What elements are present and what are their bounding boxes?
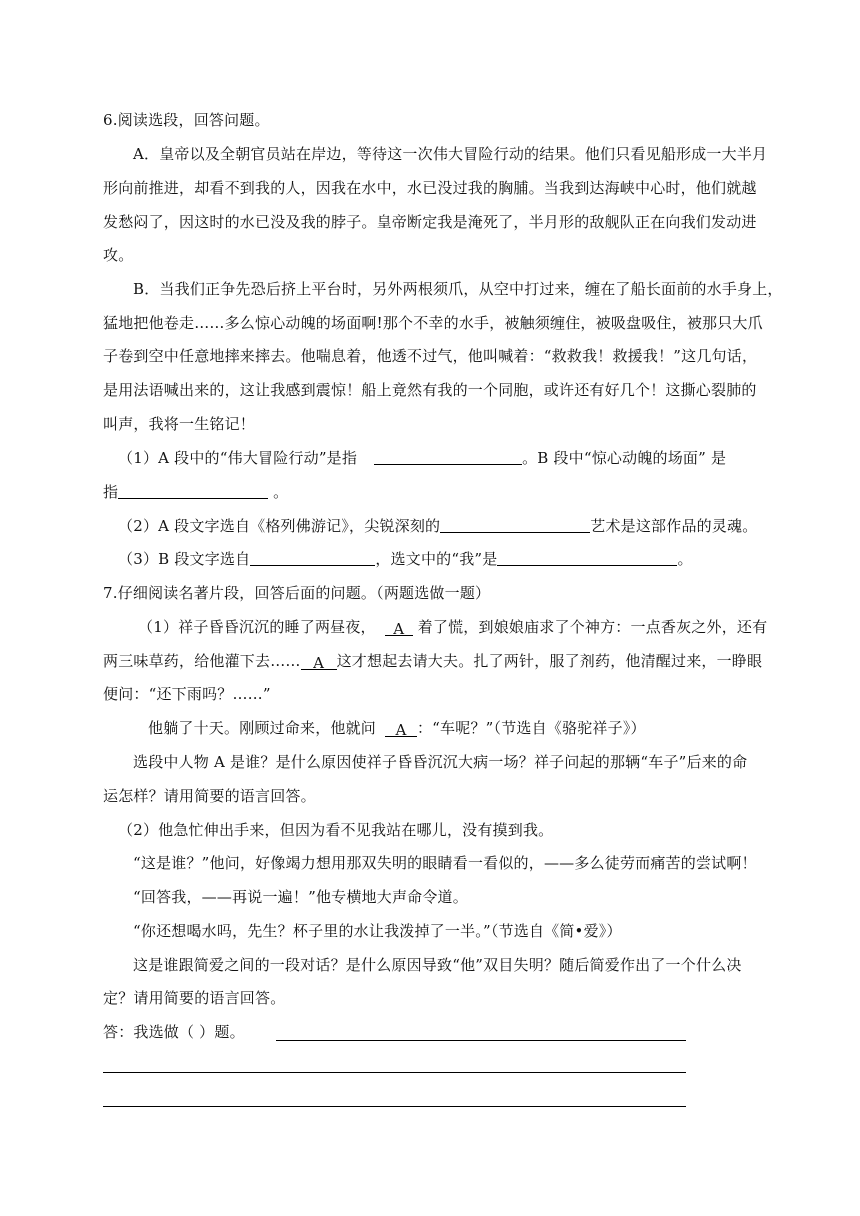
q6-sub2-text: 艺术是这部作品的灵魂。 [590, 517, 758, 535]
answer-blank[interactable] [118, 482, 268, 499]
passage-b-line: 是用法语喊出来的，这让我感到震惊！船上竟然有我的一个同胞，或许还有好几个！这撕心裂肺的 [103, 381, 757, 399]
q7-p2-line4: “你还想喝水吗，先生？杯子里的水让我泼掉了一半。”（节选自《简•爱》） [133, 922, 622, 940]
q6-sub1-line2 [103, 482, 288, 502]
answer-blank[interactable] [440, 516, 590, 533]
answer-line[interactable] [276, 1040, 686, 1041]
passage-b-line: B．当我们正争先恐后挤上平台时，另外两根须爪，从空中打过来，缠在了船长面前的水手身上， [133, 280, 783, 298]
q6-sub1-text: 指 [103, 483, 119, 501]
q7-p2-line3: “回答我，——再说一遍！”他专横地大声命令道。 [133, 888, 468, 906]
blank-a [301, 653, 337, 670]
q7-p1-text: （1）祥子昏昏沉沉的睡了两昼夜， [138, 618, 376, 636]
passage-a-line: 攻。 [103, 246, 134, 264]
answer-blank[interactable] [497, 549, 677, 566]
answer-blank[interactable] [374, 448, 522, 465]
q7-p1-line4 [148, 718, 646, 738]
passage-a-line: 发愁闷了，因这时的水已没及我的脖子。皇帝断定我是淹死了，半月形的敌舰队正在向我们发动进 [103, 213, 757, 231]
blank-a [385, 720, 417, 737]
answer-line[interactable] [103, 1072, 686, 1073]
blank-a-label: A [313, 654, 325, 672]
blank-a [385, 619, 413, 636]
q7-p1-question: 运怎样？请用简要的语言回答。 [103, 787, 316, 805]
q7-p1-text: 这才想起去请大夫。扎了两针，服了剂药，他清醒过来，一睁眼 [336, 652, 763, 670]
q6-sub3-text: （3）B 段文字选自 [118, 550, 251, 568]
q7-p1-question: 选段中人物 A 是谁？是什么原因使祥子昏昏沉沉大病一场？祥子问起的那辆“车子”后来的命 [133, 753, 748, 771]
q7-p1-text: 他躺了十天。刚顾过命来，他就问 [148, 719, 377, 737]
passage-b-line: 子卷到空中任意地摔来摔去。他喘息着，他透不过气，他叫喊着：“救救我！救援我！”这几句话， [103, 347, 758, 365]
q7-p1-text: 两三味草药，给他灌下去…… [103, 652, 301, 670]
passage-a-line: 形向前推进，却看不到我的人，因我在水中，水已没过我的胸脯。当我到达海峡中心时，他们就越 [103, 179, 757, 197]
answer-blank[interactable] [250, 549, 375, 566]
q6-sub1-text: 。 [273, 483, 289, 501]
q7-title: 7.仔细阅读名著片段，回答后面的问题。（两题选做一题） [103, 584, 491, 602]
answer-label: 答：我选做（ ）题。 [103, 1023, 245, 1041]
passage-a-line: A．皇帝以及全朝官员站在岸边，等待这一次伟大冒险行动的结果。他们只看见船形成一大半月 [133, 145, 768, 163]
q6-sub2-text: （2）A 段文字选自《格列佛游记》，尖锐深刻的 [118, 517, 441, 535]
q7-p1-line2 [103, 651, 762, 671]
q7-p1-line3: 便问：“还下雨吗？……” [103, 685, 271, 703]
q7-p2-line2: “这是谁？”他问，好像竭力想用那双失明的眼睛看一看似的，——多么徒劳而痛苦的尝试啊！ [133, 854, 757, 872]
passage-b-line: 猛地把他卷走……多么惊心动魄的场面啊!那个不幸的水手，被触须缠住，被吸盘吸住，被那只大爪 [103, 314, 763, 332]
q6-sub2 [118, 516, 757, 536]
q7-p2-line1: （2）他急忙伸出手来，但因为看不见我站在哪儿，没有摸到我。 [118, 821, 554, 839]
q7-p1-line1 [138, 617, 767, 637]
q6-sub1-line1 [118, 448, 726, 468]
q6-sub3-text: 。 [677, 550, 693, 568]
blank-a-label: A [395, 721, 407, 739]
q6-sub3-text: ，选文中的“我”是 [375, 550, 498, 568]
q6-sub1-text: 。B 段中“惊心动魄的场面” 是 [522, 449, 727, 467]
q6-sub3 [118, 549, 693, 569]
q6-title: 6.阅读选段，回答问题。 [103, 111, 270, 129]
q6-sub1-text: （1）A 段中的“伟大冒险行动”是指 [118, 449, 358, 467]
answer-line[interactable] [103, 1106, 686, 1107]
q7-p2-question: 这是谁跟简爱之间的一段对话？是什么原因导致“他”双目失明？随后简爱作出了一个什么决 [133, 956, 742, 974]
q7-p1-text: ：“车呢？”（节选自《骆驼祥子》） [416, 719, 646, 737]
blank-a-label: A [393, 620, 405, 638]
passage-b-line: 叫声，我将一生铭记！ [103, 415, 256, 433]
q7-p2-question: 定？请用简要的语言回答。 [103, 989, 286, 1007]
q7-p1-text: 着了慌，到娘娘庙求了个神方：一点香灰之外，还有 [417, 618, 768, 636]
